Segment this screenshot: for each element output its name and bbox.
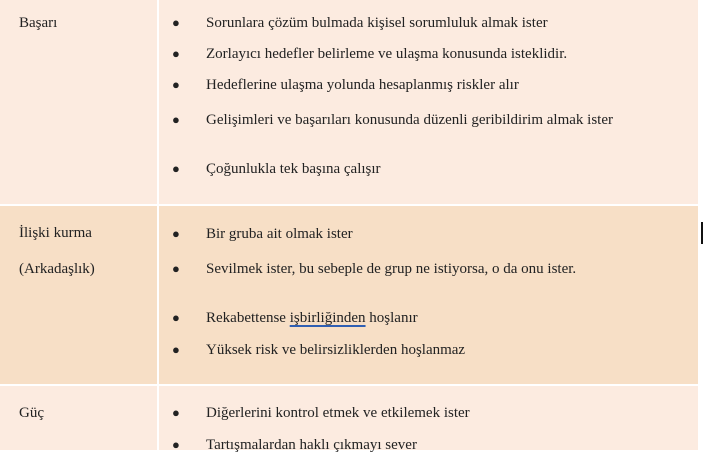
list-item: Sevilmek ister, bu sebeple de grup ne istiyorsa, o da onu ister. <box>206 261 577 277</box>
bullet: ● <box>172 437 180 452</box>
spellcheck-underlined-word: işbirliğinden <box>289 310 366 326</box>
bullet: ● <box>172 161 180 176</box>
bullet: ● <box>172 15 180 30</box>
category-label: Başarı <box>19 15 58 31</box>
list-item: Diğerlerini kontrol etmek ve etkilemek ister <box>206 405 470 421</box>
list-item: Zorlayıcı hedefler belirleme ve ulaşma konusunda isteklidir. <box>206 46 568 62</box>
list-item <box>206 309 646 327</box>
list-item: Çoğunlukla tek başına çalışır <box>206 161 381 177</box>
category-sublabel: (Arkadaşlık) <box>19 261 95 277</box>
list-item: Sorunlara çözüm bulmada kişisel sorumluluk almak ister <box>206 15 548 31</box>
list-item-text: hoşlanır <box>365 310 418 326</box>
bullet: ● <box>172 226 180 241</box>
text-cursor <box>701 222 703 244</box>
list-item: Tartışmalardan haklı çıkmayı sever <box>206 437 417 453</box>
category-label: İlişki kurma <box>19 225 92 241</box>
list-item: Bir gruba ait olmak ister <box>206 226 353 242</box>
bullet: ● <box>172 310 180 325</box>
category-label: Güç <box>19 405 44 421</box>
bullet: ● <box>172 342 180 357</box>
bullet: ● <box>172 261 180 276</box>
column-divider <box>157 0 159 450</box>
bullet: ● <box>172 112 180 127</box>
bullet: ● <box>172 405 180 420</box>
bullet: ● <box>172 46 180 61</box>
list-item: Gelişimleri ve başarıları konusunda düzenli geribildirim almak ister <box>206 112 613 128</box>
list-item: Yüksek risk ve belirsizliklerden hoşlanmaz <box>206 342 466 358</box>
bullet: ● <box>172 77 180 92</box>
list-item: Hedeflerine ulaşma yolunda hesaplanmış riskler alır <box>206 77 519 93</box>
list-item-text: Rekabettense <box>206 310 290 326</box>
